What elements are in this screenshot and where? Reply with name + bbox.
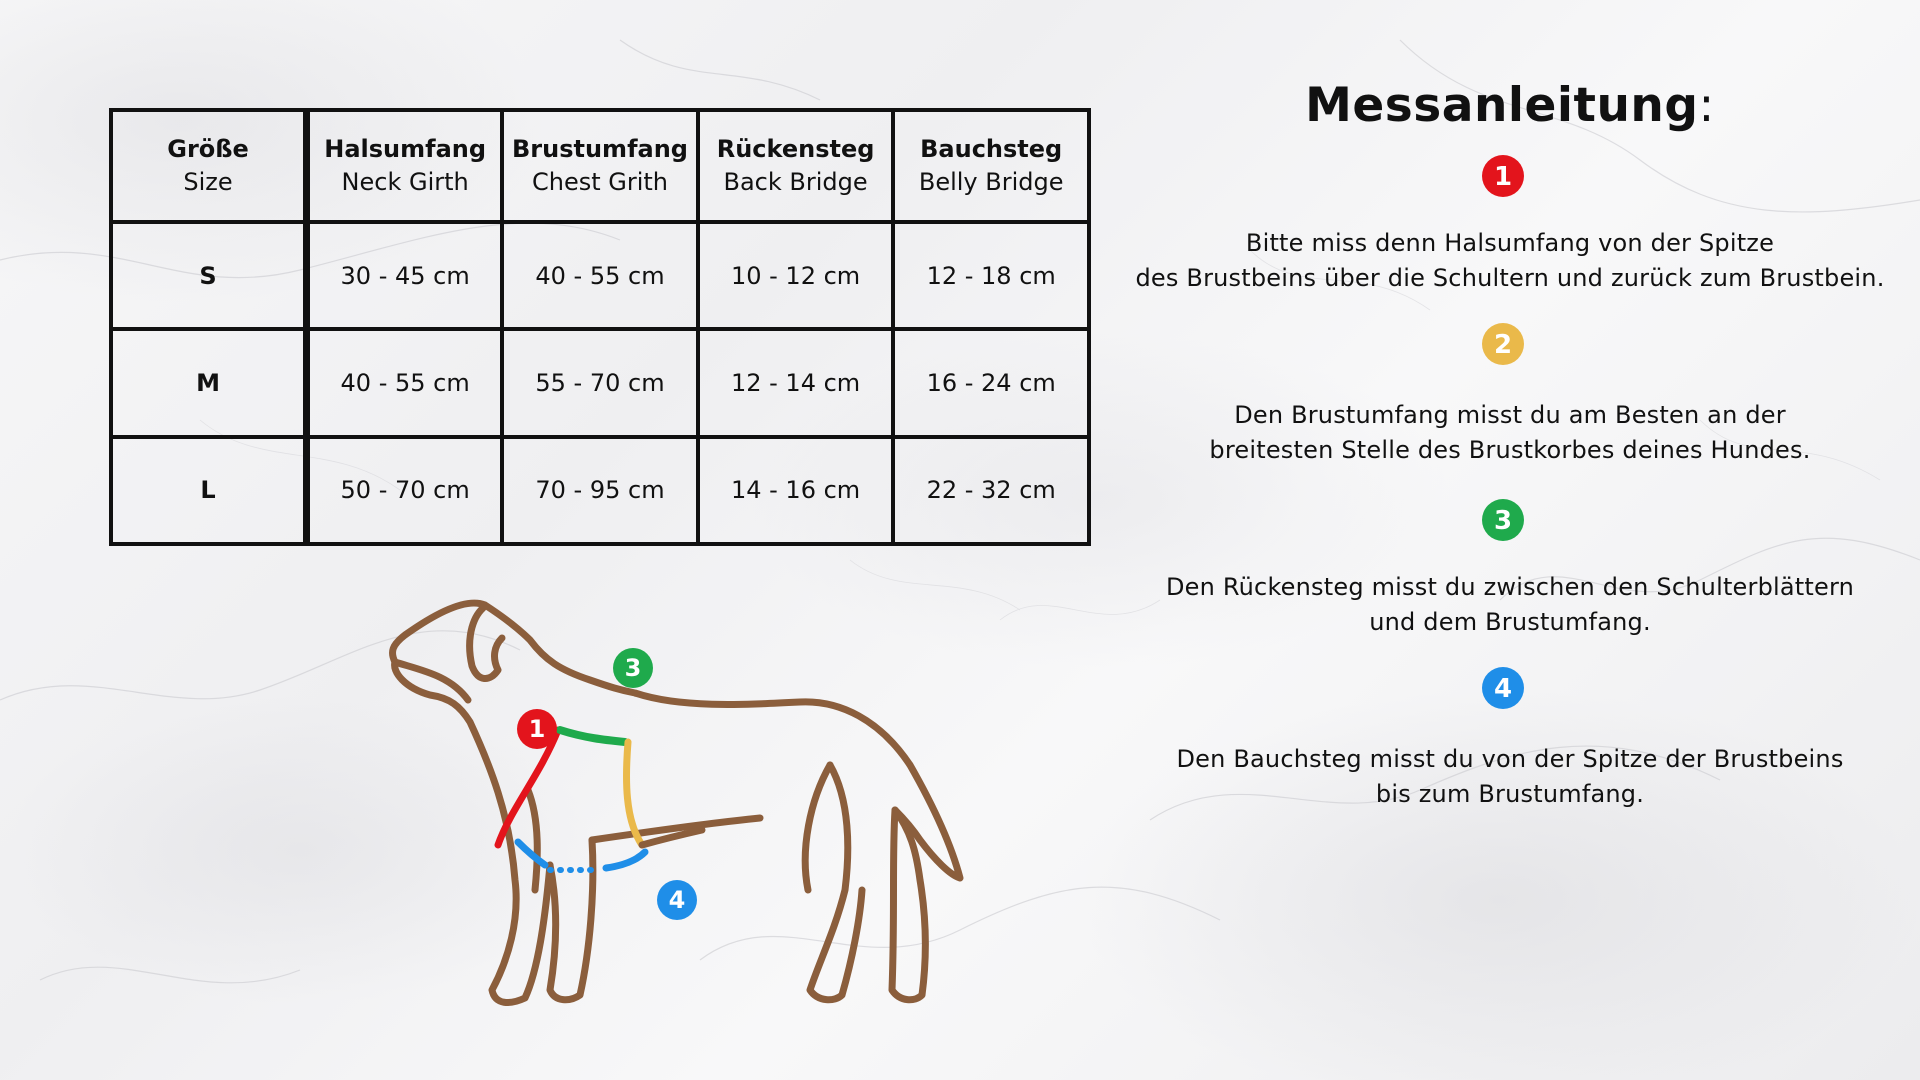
table-cell-belly: 12 - 18 cm [893,222,1089,329]
header-label-en: Back Bridge [723,168,868,196]
table-row-l [111,437,1089,544]
table-cell-back: 14 - 16 cm [698,437,894,544]
step-4-badge-icon [1481,666,1525,710]
header-size [111,110,307,222]
guide-title [1100,78,1920,133]
step-1-text [1125,226,1895,296]
header-label-de: Brustumfang [512,135,688,163]
table-cell-size: L [111,437,307,544]
header-label-de: Bauchsteg [920,135,1063,163]
header-belly-bridge [893,110,1089,222]
header-chest-girth [502,110,698,222]
table-cell-back: 12 - 14 cm [698,329,894,436]
step-4-text [1125,742,1895,812]
table-cell-back: 10 - 12 cm [698,222,894,329]
guide-title-colon: : [1698,78,1715,133]
table-cell-chest: 70 - 95 cm [502,437,698,544]
header-label-en: Chest Grith [531,168,668,196]
table-cell-chest: 40 - 55 cm [502,222,698,329]
diagram-badge-4-icon [656,879,698,921]
header-label-en: Neck Girth [341,168,469,196]
step-1-line-2: des Brustbeins über die Schultern und zurück zum Brustbein. [1135,264,1885,292]
step-1-number: 1 [1493,162,1513,192]
table-cell-neck: 50 - 70 cm [307,437,503,544]
header-label-en: Size [183,168,233,196]
table-header-row [111,110,1089,222]
step-2-line-2: breitesten Stelle des Brustkorbes deines Hundes. [1209,436,1811,464]
step-3-line-1: Den Rückensteg misst du zwischen den Schulterblättern [1165,573,1855,601]
step-2-number: 2 [1493,330,1513,360]
header-label-de: Halsumfang [324,135,487,163]
header-back-bridge [698,110,894,222]
step-4-number: 4 [1493,674,1513,704]
step-4-line-2: bis zum Brustumfang. [1375,780,1645,808]
header-neck-girth [307,110,503,222]
table-cell-chest: 55 - 70 cm [502,329,698,436]
table-cell-neck: 40 - 55 cm [307,329,503,436]
step-3-text [1125,570,1895,640]
step-2-text [1125,398,1895,468]
diagram-badge-1-number: 1 [528,715,546,743]
diagram-badge-4-number: 4 [668,886,686,914]
diagram-badge-3-number: 3 [624,654,642,682]
step-2-badge-icon [1481,322,1525,366]
chest-girth-line [626,742,642,845]
header-label-de: Größe [167,135,249,163]
size-table [109,108,1091,546]
table-cell-neck: 30 - 45 cm [307,222,503,329]
table-cell-size: S [111,222,307,329]
table-cell-belly: 22 - 32 cm [893,437,1089,544]
step-3-badge-icon [1481,498,1525,542]
table-cell-size: M [111,329,307,436]
step-4-line-1: Den Bauchsteg misst du von der Spitze der Brustbeins [1176,745,1844,773]
step-2-line-1: Den Brustumfang misst du am Besten an der [1234,401,1786,429]
header-label-de: Rückensteg [716,135,875,163]
table-row-s [111,222,1089,329]
step-1-badge-icon [1481,154,1525,198]
dog-outline [392,603,960,1003]
table-row-m [111,329,1089,436]
table-cell-belly: 16 - 24 cm [893,329,1089,436]
back-bridge-line [560,730,625,742]
diagram-badge-3-icon [612,647,654,689]
step-1-line-1: Bitte miss denn Halsumfang von der Spitze [1245,229,1775,257]
step-3-line-2: und dem Brustumfang. [1369,608,1651,636]
belly-bridge-line-start [518,842,545,865]
dog-measuring-diagram [380,590,980,1030]
guide-title-text: Messanleitung [1305,78,1699,133]
belly-bridge-line-end [606,852,645,868]
step-3-number: 3 [1493,506,1513,536]
diagram-badge-1-icon [516,708,558,750]
header-label-en: Belly Bridge [918,168,1064,196]
